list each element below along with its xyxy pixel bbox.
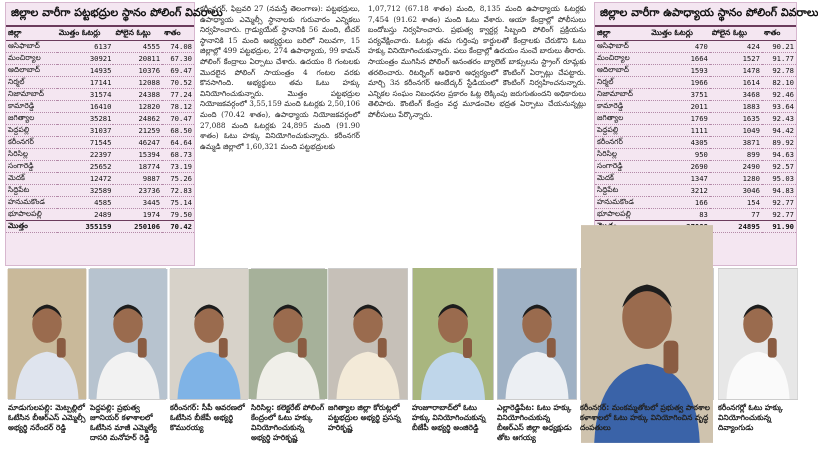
- cell-total: 22397: [57, 149, 114, 161]
- article-column-2: 1,07,712 (67.18 శాతం) మంది, 8,135 మంది ఉపాధ్యాయ ఓటర్లకు 7,454 (91.62 శాతం) మంది ఓటు వేశారు. ఆయా కేంద్రాల్లో పోలీసులు బందోబస్తు నిర్వహించారు. ప్రభుత్వ క్వార్టర్ల సిబ్బంది పోలింగ్ ప్రక్రియను పర్యవేక్షించారు. ఓటర్లు తమ గుర్తింపు కార్డులతో కేంద్రాలకు చేరుకొని ఓటు హక్కు వినియోగించుకున్నారు. పలు కేంద్రాల్లో ఉదయం నుంచే బారులు తీరారు. సాయంత్రం ముగిసిన పోలింగ్ అనంతరం బ్యాలెట్ బాక్సులను స్ట్రాంగ్ రూమ్లకు తరలించారు. రిటర్నింగ్ అధికారి ఆధ్వర్యంలో కౌంటింగ్ ఏర్పాట్లు చేపట్టారు. మార్చి 3న కరీంనగర్ అంబేద్కర్ స్టేడియంలో కౌంటింగ్ నిర్వహించనున్నారు. ఎన్నికల సంఘం నిబంధనల ప్రకారం ఓట్ల లెక్కింపు జరుగుతుందని అధికారులు తెలిపారు. కౌంటింగ్ కేంద్రం వద్ద మూడంచెల భద్రత ఏర్పాటు చేయనున్నట్లు పోలీసులు పేర్కొన్నారు.: [368, 4, 586, 119]
- col-total: మొత్తం ఓటర్లు: [649, 27, 710, 41]
- cell-district: మెదక్: [595, 173, 649, 185]
- cell-district: కరీంనగర్: [595, 137, 649, 149]
- cell-polled: 899: [710, 149, 762, 161]
- cell-polled: 12820: [113, 101, 162, 113]
- table-row: [595, 185, 796, 197]
- cell-polled: 1049: [710, 125, 762, 137]
- cell-total: 3212: [649, 185, 710, 197]
- voter-photo: [251, 268, 325, 400]
- cell-district: ఆదిలాబాద్: [6, 65, 57, 77]
- cell-percent: 92.77: [762, 209, 796, 221]
- cell-polled: 154: [710, 197, 762, 209]
- graduate-table: [6, 27, 194, 233]
- table-row: [6, 89, 194, 101]
- cell-district: భూపాలపల్లి: [595, 209, 649, 221]
- cell-percent: 92.77: [762, 197, 796, 209]
- cell-polled: 18774: [113, 161, 162, 173]
- table-row: [595, 113, 796, 125]
- cell-polled: 1614: [710, 77, 762, 89]
- table-row: [595, 77, 796, 89]
- cell-district: హనుమకొండ: [595, 197, 649, 209]
- cell-percent: 90.21: [762, 41, 796, 53]
- cell-district: జగిత్యాల: [595, 113, 649, 125]
- cell-polled: 3445: [113, 197, 162, 209]
- teacher-table: [595, 27, 796, 233]
- cell-polled: 1974: [113, 209, 162, 221]
- table-row: [6, 185, 194, 197]
- total-polled: 24895: [710, 221, 762, 233]
- graduate-table-title: జిల్లాల వారీగా పట్టభద్రుల స్థానం పోలింగ్ వివరాలు: [6, 3, 194, 27]
- cell-total: 2011: [649, 101, 710, 113]
- cell-total: 1347: [649, 173, 710, 185]
- cell-polled: 3871: [710, 137, 762, 149]
- cell-total: 1593: [649, 65, 710, 77]
- col-district: జిల్లా: [6, 27, 57, 41]
- cell-district: కామారెడ్డి: [595, 101, 649, 113]
- cell-total: 1664: [649, 53, 710, 65]
- cell-percent: 77.24: [162, 89, 194, 101]
- cell-total: 950: [649, 149, 710, 161]
- table-row: [6, 53, 194, 65]
- cell-percent: 68.50: [162, 125, 194, 137]
- table-row: [6, 113, 194, 125]
- table-row: [6, 65, 194, 77]
- cell-polled: 1883: [710, 101, 762, 113]
- article-column-1: కరీంనగర్, ఫిబ్రవరి 27 (నమస్తే తెలంగాణ): పట్టభద్రులు, ఉపాధ్యాయ ఎమ్మెల్సీ స్థానాలకు గురువారం ఎన్నికలు నిర్వహించారు. గ్రాడ్యుయేట్ స్థానానికి 56 మంది, టీచర్ స్థానానికి 15 మంది అభ్యర్థులు బరిలో నిలువగా, 15 జిల్లాల్లో 499 పట్టభద్రుల, 274 ఉపాధ్యాయ, 99 కామన్ పోలింగ్ కేంద్రాలు ఏర్పాటు చేశారు. ఉదయం 8 గంటలకు మొదలైన పోలింగ్ సాయంత్రం 4 గంటల వరకు కొనసాగింది. అభ్యర్థులు తమ ఓటు హక్కు వినియోగించుకున్నారు. మొత్తం పట్టభద్రుల నియోజకవర్గంలో 3,55,159 మంది ఓటర్లకు 2,50,106 మంది (70.42 శాతం), ఉపాధ్యాయ నియోజకవర్గంలో 27,088 మంది ఓటర్లకు 24,895 మంది (91.90 శాతం) ఓటు హక్కు వినియోగించుకున్నారు. కరీంనగర్ ఉమ్మడి జిల్లాలో 1,60,321 మంది పట్టభద్రులకు: [200, 4, 360, 151]
- cell-polled: 10376: [113, 65, 162, 77]
- cell-total: 1769: [649, 113, 710, 125]
- cell-percent: 70.52: [162, 77, 194, 89]
- cell-district: పెద్దపల్లి: [6, 125, 57, 137]
- cell-percent: 79.50: [162, 209, 194, 221]
- col-total: మొత్తం ఓటర్లు: [57, 27, 114, 41]
- cell-polled: 3046: [710, 185, 762, 197]
- cell-percent: 75.26: [162, 173, 194, 185]
- voter-photo: [8, 268, 86, 400]
- cell-percent: 92.46: [762, 89, 796, 101]
- cell-total: 32589: [57, 185, 114, 197]
- total-percent: 91.90: [762, 221, 796, 233]
- cell-total: 2690: [649, 161, 710, 173]
- table-row: [595, 101, 796, 113]
- cell-district: మంచిర్యాల: [6, 53, 57, 65]
- col-polled: పోలైన ఓట్లు: [113, 27, 162, 41]
- table-row: [595, 137, 796, 149]
- cell-total: 12472: [57, 173, 114, 185]
- cell-district: సిరిసిల్ల: [6, 149, 57, 161]
- cell-total: 2489: [57, 209, 114, 221]
- col-district: జిల్లా: [595, 27, 649, 41]
- cell-total: 1966: [649, 77, 710, 89]
- table-row: [6, 173, 194, 185]
- graduate-polling-table: [5, 2, 223, 266]
- cell-polled: 23736: [113, 185, 162, 197]
- cell-district: ఆదిలాబాద్: [595, 65, 649, 77]
- cell-total: 30921: [57, 53, 114, 65]
- cell-percent: 67.30: [162, 53, 194, 65]
- cell-district: పెద్దపల్లి: [595, 125, 649, 137]
- cell-percent: 68.73: [162, 149, 194, 161]
- table-total-row: [6, 221, 194, 233]
- cell-percent: 73.19: [162, 161, 194, 173]
- cell-polled: 9887: [113, 173, 162, 185]
- cell-polled: 77: [710, 209, 762, 221]
- cell-district: మంచిర్యాల: [595, 53, 649, 65]
- table-row: [6, 77, 194, 89]
- cell-total: 31574: [57, 89, 114, 101]
- table-row: [595, 197, 796, 209]
- table-row: [595, 161, 796, 173]
- voter-photo: [170, 268, 248, 400]
- cell-percent: 89.92: [762, 137, 796, 149]
- cell-total: 14935: [57, 65, 114, 77]
- cell-district: సిద్దిపేట: [6, 185, 57, 197]
- table-row: [595, 89, 796, 101]
- cell-total: 25652: [57, 161, 114, 173]
- cell-percent: 94.83: [762, 185, 796, 197]
- cell-total: 35281: [57, 113, 114, 125]
- cell-district: నిర్మల్: [6, 77, 57, 89]
- cell-district: ఆసిఫాబాద్: [595, 41, 649, 53]
- cell-polled: 21259: [113, 125, 162, 137]
- cell-polled: 24862: [113, 113, 162, 125]
- cell-district: కామారెడ్డి: [6, 101, 57, 113]
- total-voters: 355159: [57, 221, 114, 233]
- col-percent: శాతం: [162, 27, 194, 41]
- cell-polled: 4555: [113, 41, 162, 53]
- table-row: [6, 41, 194, 53]
- cell-percent: 74.08: [162, 41, 194, 53]
- cell-percent: 72.83: [162, 185, 194, 197]
- cell-percent: 92.78: [762, 65, 796, 77]
- cell-polled: 424: [710, 41, 762, 53]
- cell-district: సిరిసిల్ల: [595, 149, 649, 161]
- photo-caption: కరీంనగర్: మంకమ్మతోటలో ప్రభుత్వ పాఠశాల కళాశాలలో ఓటు హక్కు వినియోగించిన వృద్ధ దంపతులు: [580, 403, 710, 432]
- cell-total: 3751: [649, 89, 710, 101]
- table-row: [6, 137, 194, 149]
- photo-row: [0, 268, 800, 474]
- cell-district: మెదక్: [6, 173, 57, 185]
- teacher-table-title: జిల్లాల వారీగా ఉపాధ్యాయ స్థానం పోలింగ్ వివరాలు: [595, 3, 796, 27]
- cell-district: జగిత్యాల: [6, 113, 57, 125]
- table-row: [6, 209, 194, 221]
- cell-total: 470: [649, 41, 710, 53]
- table-row: [6, 161, 194, 173]
- total-label: మొత్తం: [6, 221, 57, 233]
- cell-polled: 2490: [710, 161, 762, 173]
- photo-caption: హుజూరాబాద్‌లో ఓటు హక్కు వినియోగించుకున్న బీజేపీ అభ్యర్థి అంజిరెడ్డి: [412, 403, 486, 432]
- photo-caption: కరీంనగర్: సీపీ ఆవరణలో ఓటేసిన బీజేపీ అభ్యర్థి కొమురయ్య: [170, 403, 245, 432]
- cell-district: సంగారెడ్డి: [595, 161, 649, 173]
- cell-percent: 95.03: [762, 173, 796, 185]
- cell-total: 166: [649, 197, 710, 209]
- cell-polled: 3468: [710, 89, 762, 101]
- cell-district: భూపాలపల్లి: [6, 209, 57, 221]
- table-row: [6, 125, 194, 137]
- cell-total: 1111: [649, 125, 710, 137]
- photo-caption: మాడుగులపల్లి: మెట్పల్లిలో ఓటేసిన బీఆర్ఎస్ ఎమ్మెల్సీ అభ్యర్థి నరేందర్ రెడ్డి: [8, 403, 86, 432]
- cell-percent: 92.57: [762, 161, 796, 173]
- table-row: [595, 65, 796, 77]
- total-polled: 250106: [113, 221, 162, 233]
- col-polled: పోలైన ఓట్లు: [710, 27, 762, 41]
- cell-district: నిజామాబాద్: [595, 89, 649, 101]
- photo-caption: జగిత్యాల జిల్లా కోరుట్లలో పట్టభద్రుల అభ్యర్థి ప్రసన్న హరికృష్ణ: [328, 403, 401, 432]
- cell-polled: 1478: [710, 65, 762, 77]
- table-row: [6, 101, 194, 113]
- cell-district: ఆసిఫాబాద్: [6, 41, 57, 53]
- voter-photo: [718, 268, 798, 400]
- table-row: [595, 149, 796, 161]
- table-row: [595, 209, 796, 221]
- voter-photo: [580, 268, 714, 400]
- cell-polled: 46247: [113, 137, 162, 149]
- total-percent: 70.42: [162, 221, 194, 233]
- photo-caption: పెద్దపల్లి: ప్రభుత్వ జూనియర్ కళాశాలలో ఓటేసిన మాజీ ఎమ్మెల్యే దాసరి మనోహర్ రెడ్డి: [90, 403, 157, 442]
- col-percent: శాతం: [762, 27, 796, 41]
- cell-polled: 20811: [113, 53, 162, 65]
- cell-district: కరీంనగర్: [6, 137, 57, 149]
- table-row: [6, 149, 194, 161]
- cell-total: 71545: [57, 137, 114, 149]
- cell-percent: 92.43: [762, 113, 796, 125]
- cell-polled: 1527: [710, 53, 762, 65]
- cell-total: 4305: [649, 137, 710, 149]
- cell-district: సిద్దిపేట: [595, 185, 649, 197]
- cell-total: 4585: [57, 197, 114, 209]
- cell-percent: 91.77: [762, 53, 796, 65]
- table-header-row: [6, 27, 194, 41]
- photo-caption: కరీంనగర్లో ఓటు హక్కు వినియోగించుకున్న దివ్యాంగుడు: [718, 403, 783, 432]
- cell-total: 17141: [57, 77, 114, 89]
- cell-district: సంగారెడ్డి: [6, 161, 57, 173]
- cell-percent: 94.63: [762, 149, 796, 161]
- cell-percent: 70.47: [162, 113, 194, 125]
- cell-percent: 93.64: [762, 101, 796, 113]
- cell-total: 83: [649, 209, 710, 221]
- cell-polled: 12088: [113, 77, 162, 89]
- table-row: [595, 41, 796, 53]
- table-header-row: [595, 27, 796, 41]
- cell-polled: 15394: [113, 149, 162, 161]
- cell-percent: 94.42: [762, 125, 796, 137]
- voter-photo: [412, 268, 494, 400]
- photo-caption: ఎల్లారెడ్డిపేట: ఓటు హక్కు వినియోగించుకున్న బీఆర్ఎస్ జిల్లా అధ్యక్షుడు తోట ఆగయ్య: [497, 403, 572, 442]
- cell-total: 6137: [57, 41, 114, 53]
- voter-photo: [328, 268, 408, 400]
- cell-polled: 1635: [710, 113, 762, 125]
- table-row: [595, 125, 796, 137]
- cell-total: 31037: [57, 125, 114, 137]
- voter-photo: [497, 268, 577, 400]
- cell-polled: 1280: [710, 173, 762, 185]
- cell-district: హనుమకొండ: [6, 197, 57, 209]
- table-row: [595, 173, 796, 185]
- cell-percent: 75.14: [162, 197, 194, 209]
- cell-polled: 24388: [113, 89, 162, 101]
- table-row: [6, 197, 194, 209]
- cell-percent: 78.12: [162, 101, 194, 113]
- voter-photo: [90, 268, 166, 400]
- table-row: [595, 53, 796, 65]
- photo-caption: సిరిసిల్ల: కలెక్టరేట్ పోలింగ్ కేంద్రంలో ఓటు హక్కు వినియోగించుకున్న అభ్యర్థి హరికృష్ణ: [251, 403, 325, 442]
- cell-percent: 82.10: [762, 77, 796, 89]
- cell-district: నిజామాబాద్: [6, 89, 57, 101]
- cell-total: 16410: [57, 101, 114, 113]
- cell-percent: 69.47: [162, 65, 194, 77]
- cell-percent: 64.64: [162, 137, 194, 149]
- cell-district: నిర్మల్: [595, 77, 649, 89]
